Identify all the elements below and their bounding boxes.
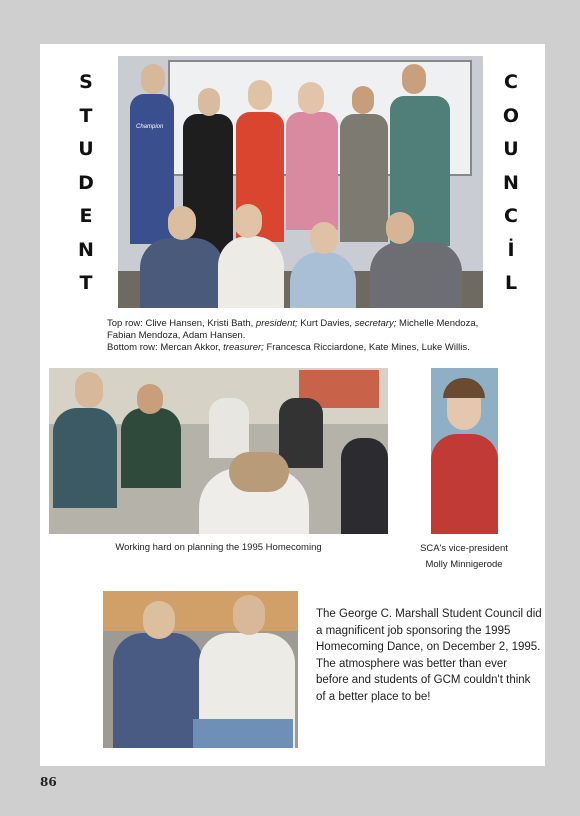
person-shape: [53, 408, 117, 508]
caption-text: Michelle Mendoza,: [399, 318, 479, 329]
caption-role: president;: [255, 318, 298, 329]
person-shape: [279, 398, 323, 468]
person-shape: [168, 206, 196, 240]
caption-text: Kurt Davies,: [300, 318, 353, 329]
vp-caption-line: SCA's vice-president: [420, 543, 508, 554]
title-letter: T: [79, 104, 93, 127]
person-shape: [443, 378, 485, 398]
person-shape: [402, 64, 426, 94]
back-wall: [103, 591, 298, 631]
vp-caption-line: Molly Minnigerode: [425, 559, 503, 570]
person-shape: [298, 82, 324, 114]
person-shape: [75, 372, 103, 408]
officers-photo: [103, 591, 298, 748]
caption-role: treasurer;: [223, 342, 264, 353]
person-shape: [193, 719, 293, 748]
person-shape: [234, 204, 262, 238]
person-shape: [121, 408, 181, 488]
person-shape: [310, 222, 338, 254]
vp-caption: [408, 541, 520, 573]
title-letter: O: [502, 104, 520, 127]
caption-role: secretary;: [354, 318, 397, 329]
title-letter: N: [78, 238, 94, 261]
person-shape: [143, 601, 175, 639]
article-text: The George C. Marshall Student Council did a magnificent job sponsoring the 1995 Homecoming Dance, on December 2, 1995. The atmosphere was better than ever before and students of GCM couldn't think of a better place to be!: [316, 608, 542, 703]
person-shape: [431, 434, 498, 534]
title-council: [498, 66, 524, 301]
title-letter: N: [503, 171, 519, 194]
caption-text: Bottom row: Mercan Akkor,: [107, 342, 221, 353]
meeting-caption: Working hard on planning the 1995 Homecoming: [115, 542, 322, 553]
person-shape: [137, 384, 163, 414]
person-shape: [218, 236, 284, 308]
meeting-photo: [49, 368, 388, 534]
caption-text: Top row: Clive Hansen, Kristi Bath,: [107, 318, 254, 329]
title-letter: U: [78, 138, 94, 160]
person-shape: [141, 64, 165, 94]
person-shape: [352, 86, 374, 114]
title-letter: İ: [507, 238, 515, 261]
caption-line: [107, 318, 507, 330]
caption-line: Fabian Mendoza, Adam Hansen.: [107, 330, 246, 341]
group-caption: [107, 318, 507, 354]
person-shape: [370, 242, 462, 308]
shirt-logo: Champion: [136, 124, 164, 130]
person-shape: [341, 438, 388, 534]
title-letter: L: [504, 272, 518, 294]
person-shape: [140, 238, 224, 308]
title-student: [73, 66, 99, 301]
title-letter: C: [504, 205, 518, 227]
person-shape: [233, 595, 265, 635]
title-letter: T: [79, 272, 93, 294]
person-shape: [286, 112, 338, 230]
person-shape: [386, 212, 414, 244]
vp-photo: [431, 368, 498, 534]
person-shape: [340, 114, 388, 242]
group-photo: [118, 56, 483, 308]
page-number: 86: [40, 775, 57, 789]
title-letter: U: [503, 138, 519, 160]
person-shape: [113, 633, 203, 748]
person-shape: [209, 398, 249, 458]
caption-text: Francesca Ricciardone, Kate Mines, Luke Willis.: [266, 342, 470, 353]
person-shape: [229, 452, 289, 492]
person-shape: [198, 88, 220, 116]
person-shape: [290, 252, 356, 308]
person-shape: [248, 80, 272, 110]
title-letter: E: [79, 205, 93, 227]
title-letter: S: [79, 71, 93, 93]
title-letter: D: [78, 171, 94, 194]
caption-line: [107, 342, 507, 354]
title-letter: C: [504, 71, 518, 93]
